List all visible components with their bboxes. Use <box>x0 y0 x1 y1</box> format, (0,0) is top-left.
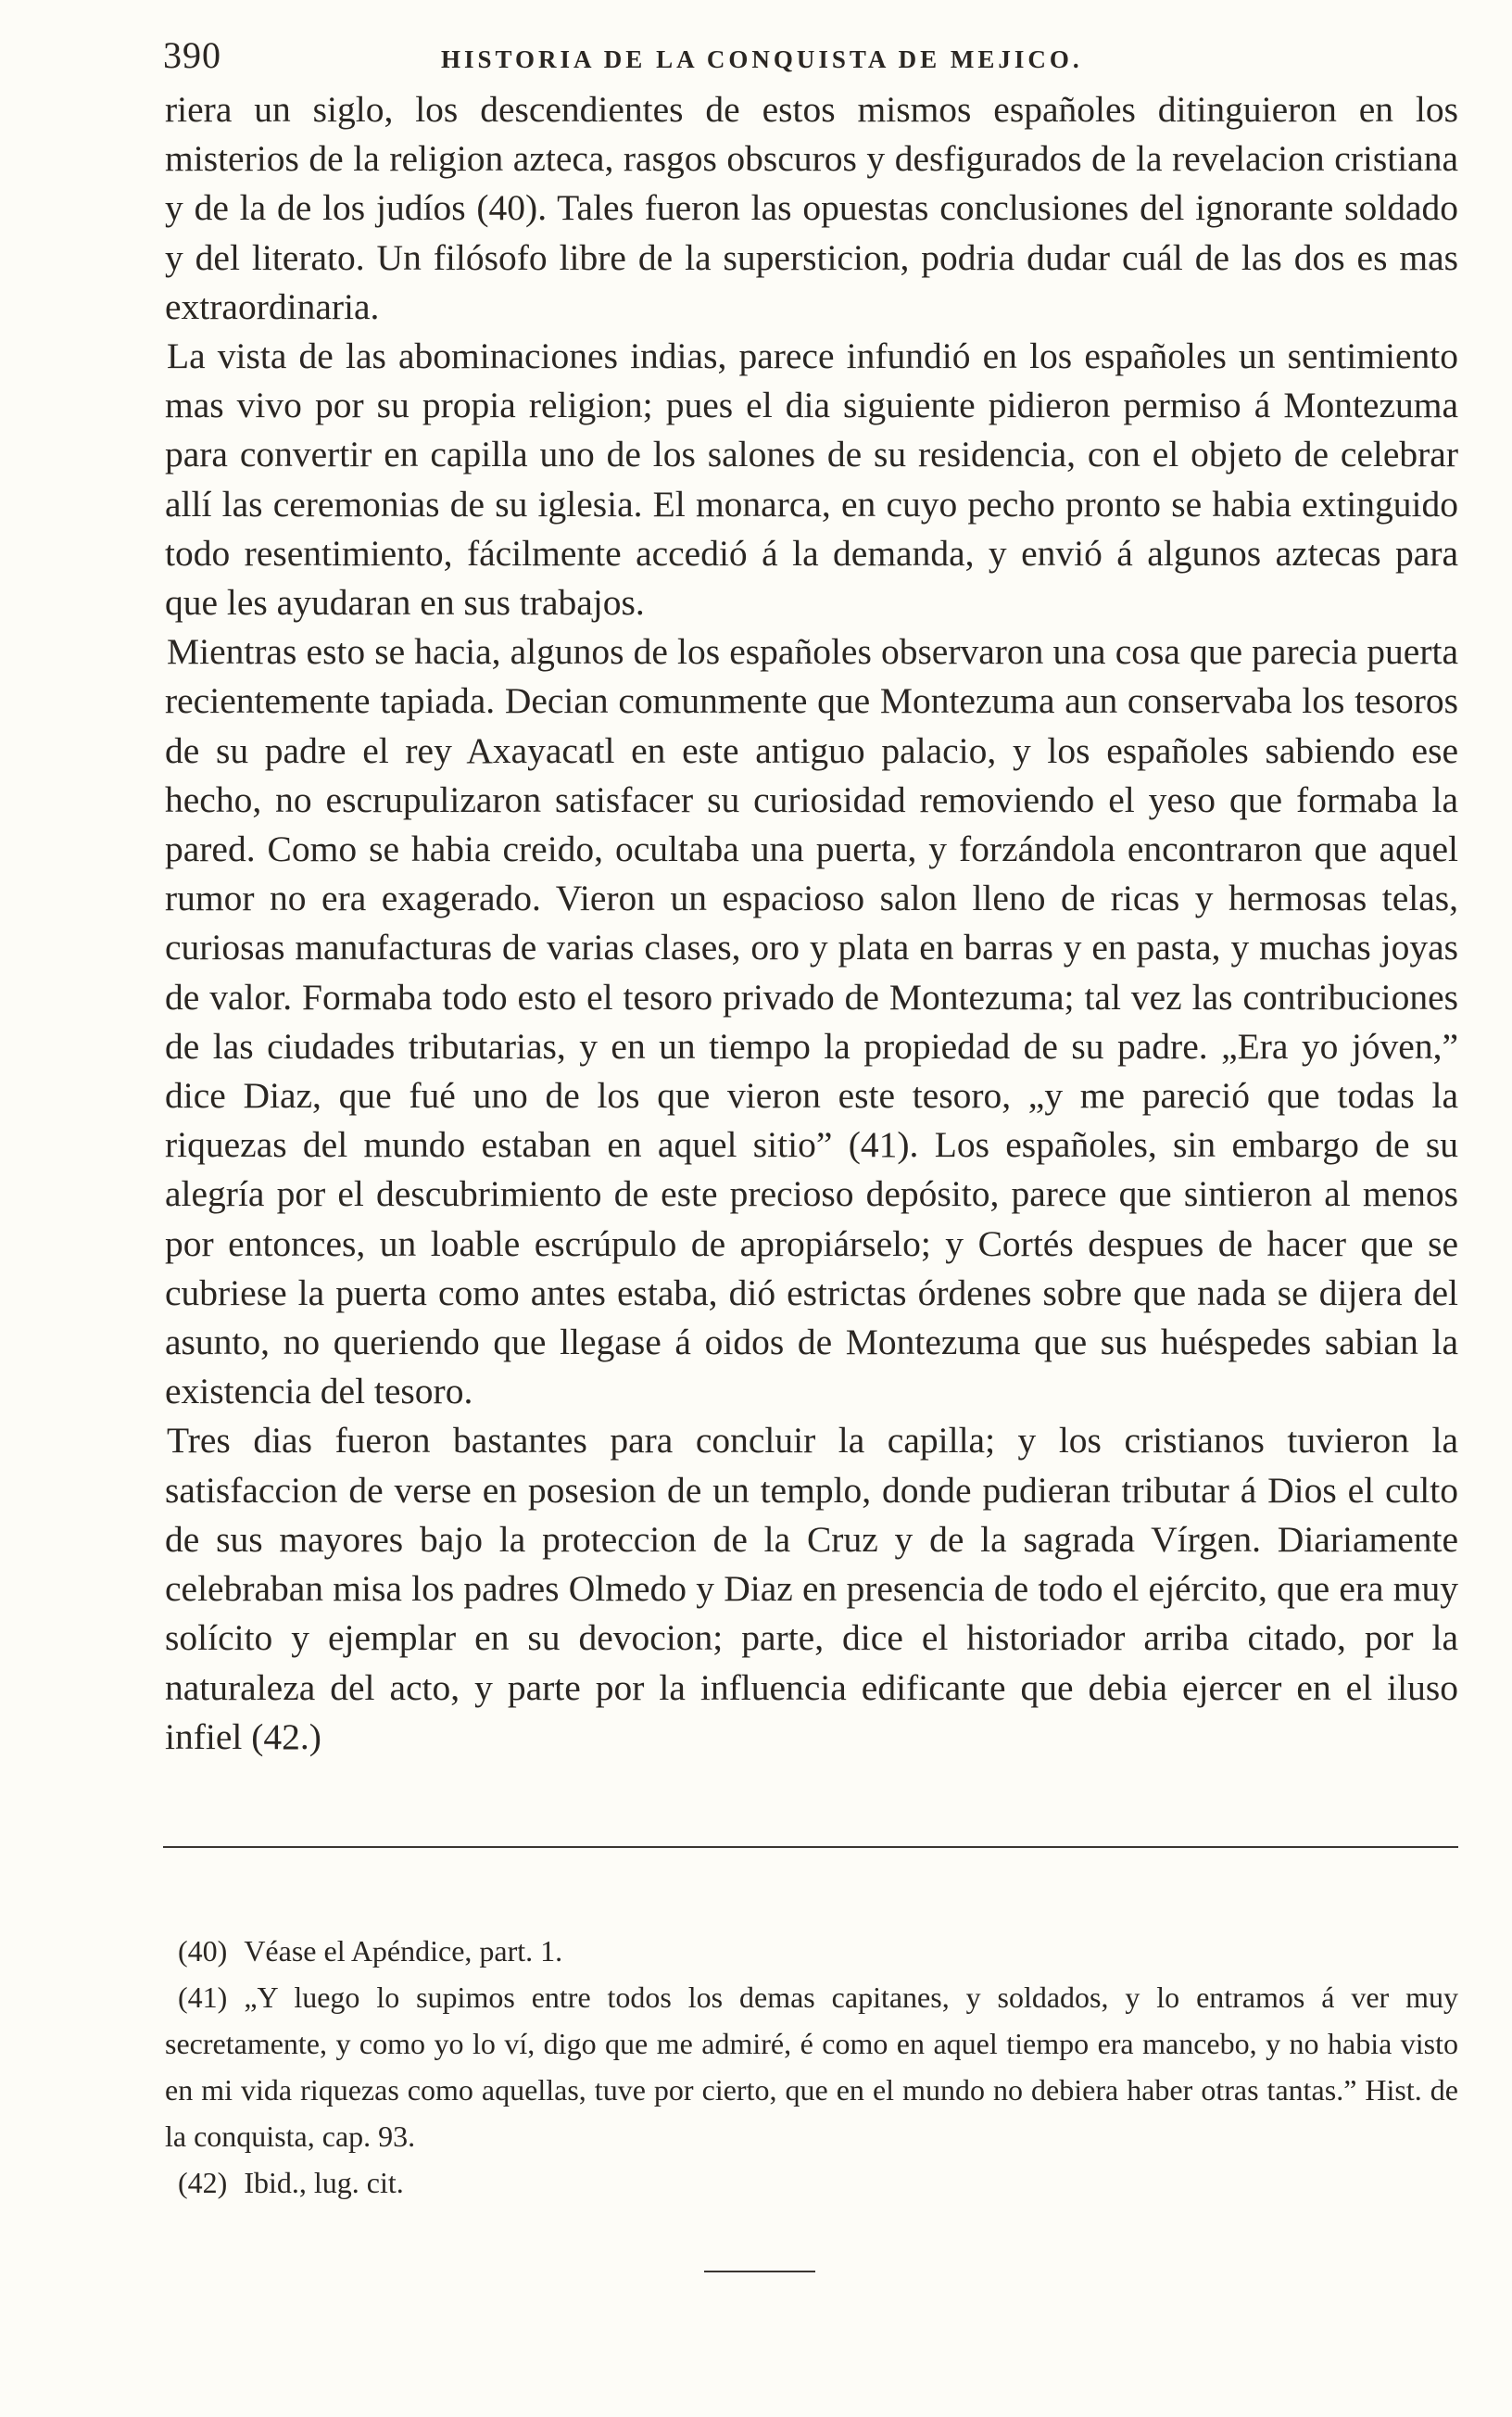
footnote-number: (41) <box>178 1980 228 2014</box>
footnote-text: „Y luego lo supimos entre todos los demas capitanes, y soldados, y lo entramos á ver muy secretamente, y como yo lo ví, digo que me admiré, é como en aquel tiempo era mancebo, y no habia visto en mi vida riquezas como aquellas, tuve por cierto, que en el mundo no debiera haber otras tantas.” Hist. de la conquista, cap. 93. <box>165 1980 1458 2153</box>
page-number: 390 <box>163 34 221 76</box>
paragraph: Tres dias fueron bastantes para concluir la capilla; y los cristianos tuvieron la satisfaccion de verse en posesion de un templo, donde pudieran tributar á Dios el culto de sus mayores bajo la proteccion de la Cruz y de la sagrada Vírgen. Diariamente celebraban misa los padres Olmedo y Diaz en presencia de todo el ejército, que era muy solícito y ejemplar en su devocion; parte, dice el historiador arriba citado, por la naturaleza del acto, y parte por la influencia edificante que debia ejercer en el iluso infiel (42.) <box>165 1420 1458 1757</box>
end-divider <box>704 2271 815 2272</box>
footnote-number: (40) <box>178 1934 228 1968</box>
footnote <box>165 1974 1458 2159</box>
running-title: HISTORIA DE LA CONQUISTA DE MEJICO. <box>441 45 1083 73</box>
running-head <box>163 28 1460 83</box>
paragraph: riera un siglo, los descendientes de estos mismos españoles ditinguieron en los misterios de la religion azteca, rasgos obscuros y desfigurados de la revelacion cristiana y de la de los judíos (40). Tales fueron las opuestas conclusiones del ignorante soldado y del literato. Un filósofo libre de la supersticion, podria dudar cuál de las dos es mas extraordinaria. <box>165 89 1458 327</box>
body-text <box>165 85 1458 1762</box>
footnote-divider <box>163 1846 1458 1848</box>
footnote-number: (42) <box>178 2166 228 2199</box>
paragraph: La vista de las abominaciones indias, parece infundió en los españoles un sentimiento mas vivo por su propia religion; pues el dia siguiente pidieron permiso á Montezuma para convertir en capilla uno de los salones de su residencia, con el objeto de celebrar allí las ceremonias de su iglesia. El monarca, en cuyo pecho pronto se habia extinguido todo resentimiento, fácilmente accedió á la demanda, y envió á algunos aztecas para que les ayudaran en sus trabajos. <box>165 335 1458 624</box>
footnotes <box>165 1928 1458 2206</box>
footnote-text: Véase el Apéndice, part. 1. <box>244 1934 563 1968</box>
footnote-text: Ibid., lug. cit. <box>244 2166 404 2199</box>
footnote <box>165 1928 1458 1974</box>
footnote <box>165 2159 1458 2206</box>
paragraph: Mientras esto se hacia, algunos de los españoles observaron una cosa que parecia puerta recientemente tapiada. Decian comunmente que Montezuma aun conservaba los tesoros de su padre el rey Axayacatl en este antiguo palacio, y los españoles sabiendo ese hecho, no escrupulizaron satisfacer su curiosidad removiendo el yeso que formaba la pared. Como se habia creido, ocultaba una puerta, y forzándola encontraron que aquel rumor no era exagerado. Vieron un espacioso salon lleno de ricas y hermosas telas, curiosas manufacturas de varias clases, oro y plata en barras y en pasta, y muchas joyas de valor. Formaba todo esto el tesoro privado de Montezuma; tal vez las contribuciones de las ciudades tributarias, y en un tiempo la propiedad de su padre. „Era yo jóven,” dice Diaz, que fué uno de los que vieron este tesoro, „y me pareció que todas la riquezas del mundo estaban en aquel sitio” (41). Los españoles, sin embargo de su alegría por el descubrimiento de este precioso depósito, parece que sintieron al menos por entonces, un loable escrúpulo de apropiárselo; y Cortés despues de hacer que se cubriese la puerta como antes estaba, dió estrictas órdenes sobre que nada se dijera del asunto, no queriendo que llegase á oidos de Montezuma que sus huéspedes sabian la existencia del tesoro. <box>165 631 1458 1412</box>
